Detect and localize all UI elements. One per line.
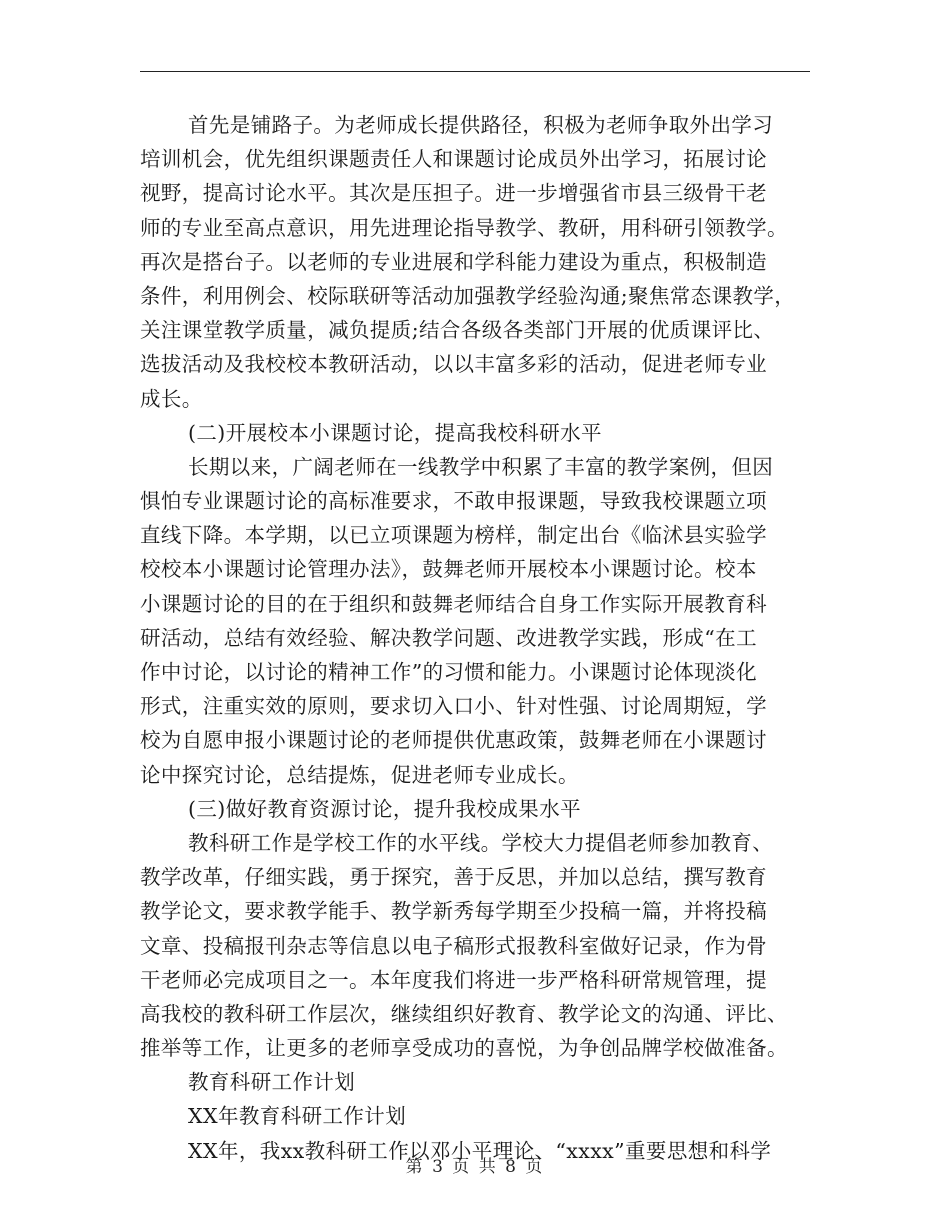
text-line: 再次是搭台子。以老师的专业进展和学科能力建设为重点，积极制造 xyxy=(140,249,767,274)
document-body xyxy=(140,108,812,1168)
text-line: 小课题讨论的目的在于组织和鼓舞老师结合自身工作实际开展教育科 xyxy=(140,591,767,616)
text-line: 教学论文，要求教学能手、教学新秀每学期至少投稿一篇，并将投稿 xyxy=(140,899,767,924)
text-line: XX年教育科研工作计划 xyxy=(188,1104,407,1129)
text-line: (三)做好教育资源讨论，提升我校成果水平 xyxy=(188,796,581,821)
text-line: 校为自愿申报小课题讨论的老师提供优惠政策，鼓舞老师在小课题讨 xyxy=(140,728,767,753)
text-line: 教育科研工作计划 xyxy=(188,1070,356,1095)
text-line: 培训机会，优先组织课题责任人和课题讨论成员外出学习，拓展讨论 xyxy=(140,147,767,172)
text-line: 干老师必完成项目之一。本年度我们将进一步严格科研常规管理，提 xyxy=(140,967,767,992)
page-number: 第 3 页 共 8 页 xyxy=(405,1157,545,1177)
text-line: 关注课堂教学质量，减负提质;结合各级各类部门开展的优质课评比、 xyxy=(140,318,775,343)
text-line: 首先是铺路子。为老师成长提供路径，积极为老师争取外出学习 xyxy=(188,113,774,137)
text-line: XX年，我xx教科研工作以邓小平理论、“xxxx”重要思想和科学 xyxy=(188,1138,772,1163)
text-line: 形式，注重实效的原则，要求切入口小、针对性强、讨论周期短，学 xyxy=(140,694,767,719)
text-line: 论中探究讨论，总结提炼，促进老师专业成长。 xyxy=(140,762,579,787)
text-line: (二)开展校本小课题讨论，提高我校科研水平 xyxy=(188,420,602,445)
text-line: 视野，提高讨论水平。其次是压担子。进一步增强省市县三级骨干老 xyxy=(140,181,767,206)
text-line: 长期以来，广阔老师在一线教学中积累了丰富的教学案例，但因 xyxy=(188,454,774,479)
text-line: 师的专业至高点意识，用先进理论指导教学、教研，用科研引领教学。 xyxy=(140,215,788,240)
text-line: 研活动，总结有效经验、解决教学问题、改进教学实践，形成“在工 xyxy=(140,625,757,650)
text-line: 高我校的教科研工作层次，继续组织好教育、教学论文的沟通、评比、 xyxy=(140,1001,788,1026)
text-line: 推举等工作，让更多的老师享受成功的喜悦，为争创品牌学校做准备。 xyxy=(140,1036,788,1061)
text-line: 校校本小课题讨论管理办法》，鼓舞老师开展校本小课题讨论。校本 xyxy=(140,557,757,582)
header-rule xyxy=(140,71,810,72)
text-line: 惧怕专业课题讨论的高标准要求，不敢申报课题，导致我校课题立项 xyxy=(140,489,767,514)
text-line: 成长。 xyxy=(140,386,203,411)
text-line: 作中讨论，以讨论的精神工作”的习惯和能力。小课题讨论体现淡化 xyxy=(140,660,757,684)
text-line: 直线下降。本学期，以已立项课题为榜样，制定出台《临沭县实验学 xyxy=(140,523,767,548)
text-line: 条件，利用例会、校际联研等活动加强教学经验沟通;聚焦常态课教学， xyxy=(140,283,796,308)
text-line: 教学改革，仔细实践，勇于探究，善于反思，并加以总结，撰写教育 xyxy=(140,865,767,890)
text-line: 教科研工作是学校工作的水平线。学校大力提倡老师参加教育、 xyxy=(188,830,774,855)
text-line: 文章、投稿报刊杂志等信息以电子稿形式报教科室做好记录，作为骨 xyxy=(140,933,767,958)
text-line: 选拔活动及我校校本教研活动，以以丰富多彩的活动，促进老师专业 xyxy=(140,352,767,377)
